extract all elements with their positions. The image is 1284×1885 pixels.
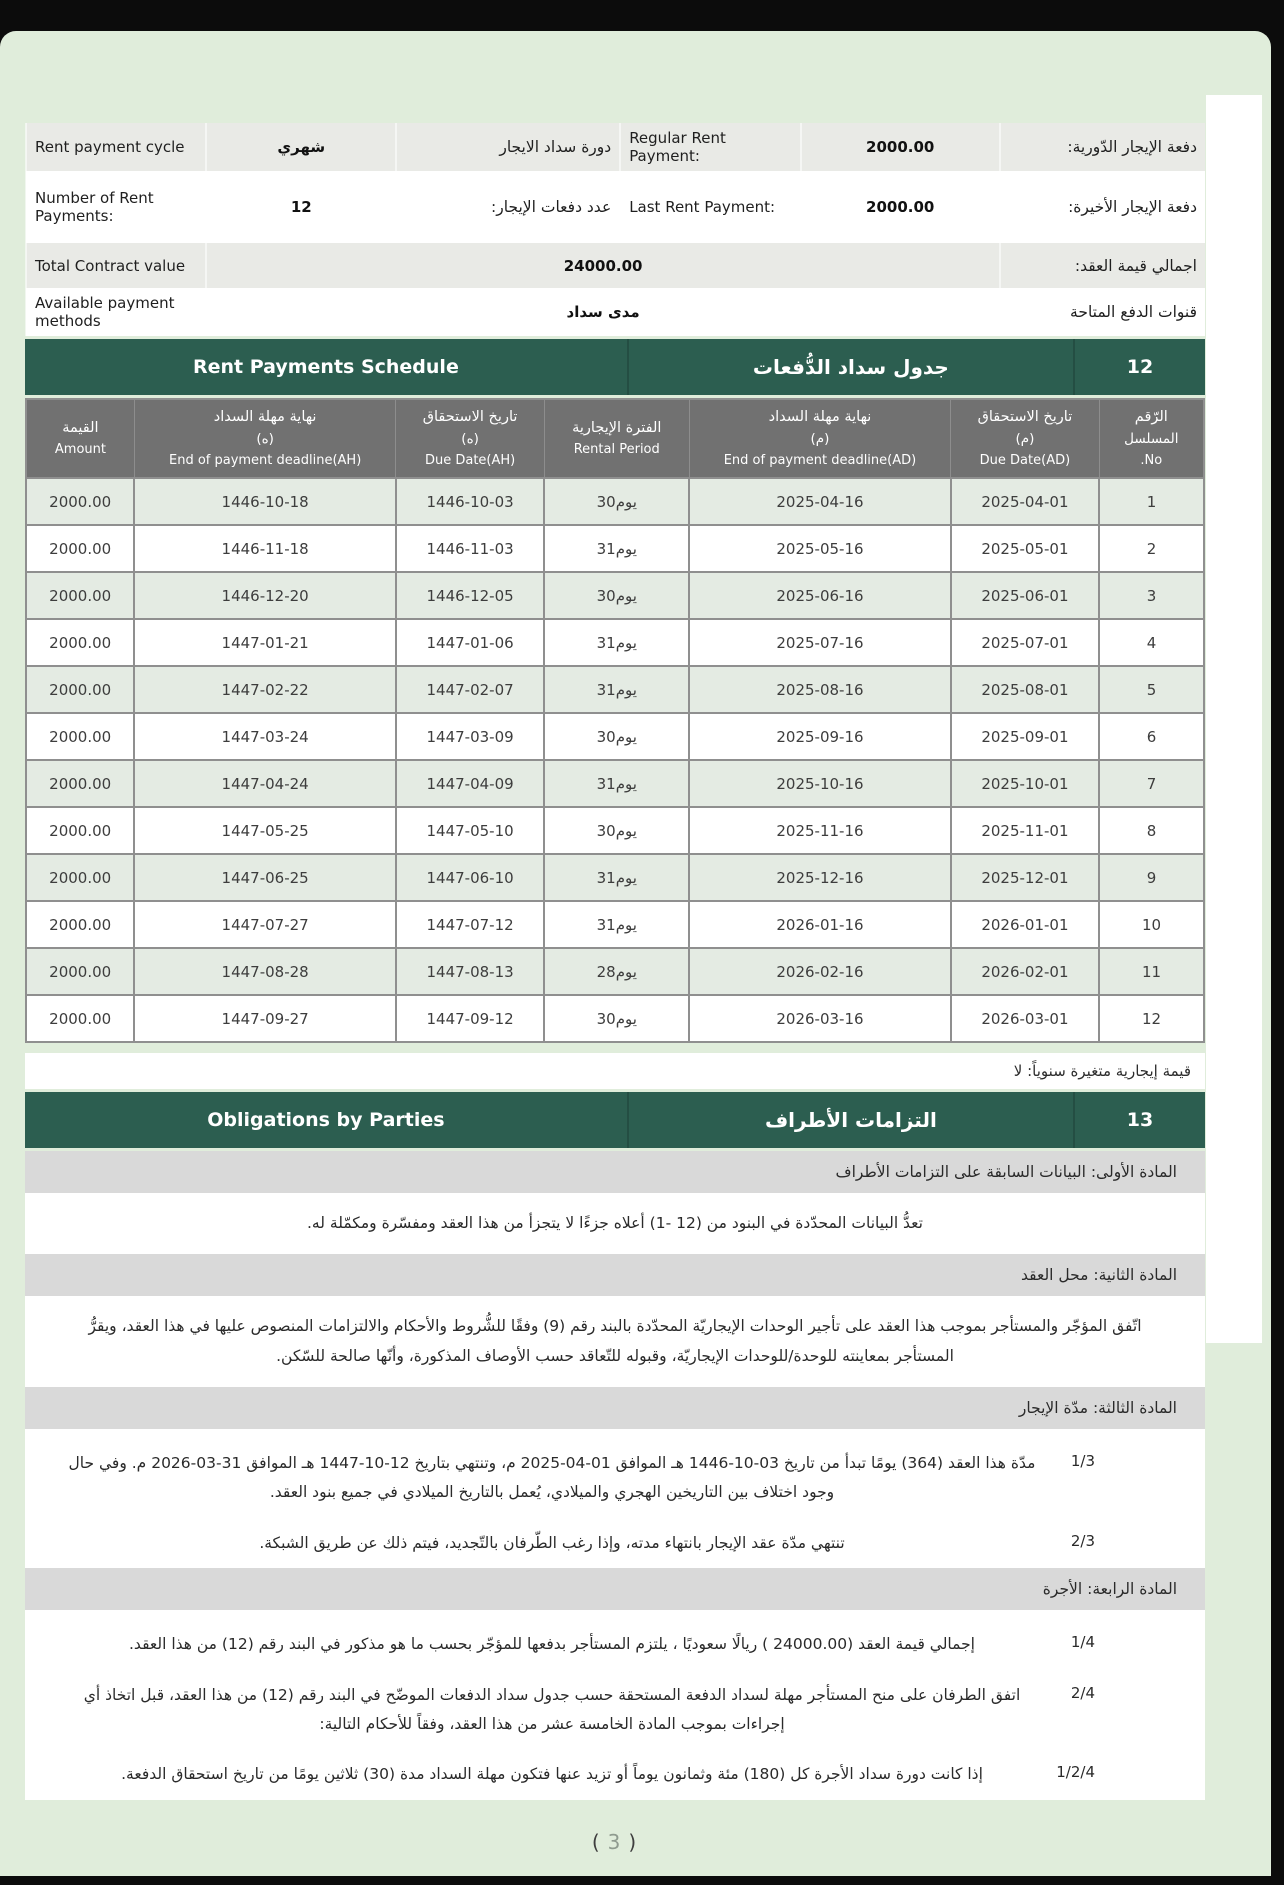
due-date-ad-cell: 2025-12-01 (951, 854, 1099, 901)
end-deadline-ah-cell: 1447-05-25 (134, 807, 396, 854)
clause-2-4-text: اتفق الطرفان على منح المستأجر مهلة لسداد الدفعة المستحقة حسب جدول سداد الدفعات الموضّح في البند رقم (12) من هذا العقد، قبل اتخاذ أي إجراءات بموجب المادة الخامسة عشر من هذا العقد، وفقاً للأحكام التالية: (83, 1686, 1021, 1733)
number-of-rent-payments-label-en: Number of Rent Payments: (26, 171, 206, 243)
total-contract-value-label-en: Total Contract value (26, 243, 206, 288)
serial-number-cell: 3 (1099, 572, 1204, 619)
rental-period-cell: 30يوم (544, 572, 689, 619)
last-rent-payment-label-en: Last Rent Payment: (620, 171, 800, 243)
page-number (25, 1830, 1205, 1854)
rental-period-cell: 31يوم (544, 619, 689, 666)
schedule-section-number: 12 (1073, 339, 1205, 395)
clause-1-4-number: 1/4 (1070, 1633, 1095, 1652)
serial-number-cell: 9 (1099, 854, 1204, 901)
schedule-body (26, 478, 1204, 1042)
schedule-row (26, 619, 1204, 666)
end-deadline-ad-cell: 2026-02-16 (689, 948, 951, 995)
clause-1-4-text: إجمالي قيمة العقد (24000.00 ) ريالًا سعوديًا ، يلتزم المستأجر بدفعها للمؤجّر بحسب ما هو مذكور في البند رقم (12) من هذا العقد. (129, 1635, 975, 1654)
clause-1-2-4 (25, 1749, 1205, 1800)
due-date-ah-cell: 1447-05-10 (396, 807, 544, 854)
schedule-row (26, 525, 1204, 572)
serial-number-cell: 10 (1099, 901, 1204, 948)
due-date-ah-cell: 1447-03-09 (396, 713, 544, 760)
end-deadline-ad-cell: 2025-04-16 (689, 478, 951, 525)
col-end-deadline-ad: نهاية مهلة السداد (م) End of payment deadline(AD) (689, 399, 951, 478)
col-amount: القيمة Amount (26, 399, 134, 478)
due-date-ad-cell: 2025-04-01 (951, 478, 1099, 525)
schedule-row (26, 666, 1204, 713)
due-date-ad-cell: 2025-10-01 (951, 760, 1099, 807)
due-date-ad-cell: 2025-08-01 (951, 666, 1099, 713)
due-date-ad-cell: 2025-05-01 (951, 525, 1099, 572)
rental-period-cell: 31يوم (544, 525, 689, 572)
due-date-ad-cell: 2026-01-01 (951, 901, 1099, 948)
available-payment-methods-label-ar: قنوات الدفع المتاحة (1000, 288, 1205, 336)
serial-number-cell: 12 (1099, 995, 1204, 1042)
schedule-row (26, 760, 1204, 807)
schedule-row (26, 478, 1204, 525)
serial-number-cell: 6 (1099, 713, 1204, 760)
col-serial-number: الرّقم المسلسل .No (1099, 399, 1204, 478)
amount-cell: 2000.00 (26, 760, 134, 807)
clause-2-4-number: 2/4 (1070, 1684, 1095, 1702)
regular-rent-payment-label-ar: دفعة الإيجار الدّورية: (1000, 123, 1205, 171)
regular-rent-payment-value: 2000.00 (801, 123, 1000, 171)
page-number-open-paren: ( (591, 1830, 602, 1855)
due-date-ad-cell: 2025-11-01 (951, 807, 1099, 854)
amount-cell: 2000.00 (26, 666, 134, 713)
end-deadline-ah-cell: 1446-11-18 (134, 525, 396, 572)
schedule-row (26, 807, 1204, 854)
clause-1-3-number: 1/3 (1070, 1452, 1095, 1471)
amount-cell: 2000.00 (26, 995, 134, 1042)
end-deadline-ah-cell: 1447-09-27 (134, 995, 396, 1042)
schedule-row (26, 901, 1204, 948)
rental-period-cell: 31يوم (544, 854, 689, 901)
col-due-date-ah: تاريخ الاستحقاق (ه) Due Date(AH) (396, 399, 544, 478)
due-date-ad-cell: 2026-03-01 (951, 995, 1099, 1042)
page-number-value: 3 (607, 1830, 623, 1855)
contract-content (25, 123, 1205, 1854)
last-rent-payment-value: 2000.00 (801, 171, 1000, 243)
amount-cell: 2000.00 (26, 619, 134, 666)
due-date-ah-cell: 1447-02-07 (396, 666, 544, 713)
payments-schedule-table (25, 398, 1205, 1043)
rental-period-cell: 30يوم (544, 807, 689, 854)
rental-period-cell: 30يوم (544, 713, 689, 760)
due-date-ad-cell: 2025-06-01 (951, 572, 1099, 619)
summary-row-payment-cycle (26, 123, 1205, 171)
schedule-header-row (26, 399, 1204, 478)
amount-cell: 2000.00 (26, 713, 134, 760)
end-deadline-ad-cell: 2026-03-16 (689, 995, 951, 1042)
last-rent-payment-label-ar: دفعة الإيجار الأخيرة: (1000, 171, 1205, 243)
rental-period-cell: 31يوم (544, 901, 689, 948)
clause-2-4 (25, 1670, 1205, 1749)
number-of-rent-payments-value: 12 (206, 171, 396, 243)
amount-cell: 2000.00 (26, 807, 134, 854)
obligations-section-number: 13 (1073, 1092, 1205, 1148)
number-of-rent-payments-label-ar: عدد دفعات الإيجار: (396, 171, 620, 243)
rent-payment-cycle-label-en: Rent payment cycle (26, 123, 206, 171)
article-2-heading: المادة الثانية: محل العقد (25, 1254, 1205, 1296)
serial-number-cell: 4 (1099, 619, 1204, 666)
scrollbar-track[interactable] (1206, 95, 1262, 1343)
rental-period-cell: 31يوم (544, 760, 689, 807)
serial-number-cell: 1 (1099, 478, 1204, 525)
schedule-title-ar: جدول سداد الدُّفعات (752, 355, 949, 379)
end-deadline-ad-cell: 2025-09-16 (689, 713, 951, 760)
due-date-ad-cell: 2025-07-01 (951, 619, 1099, 666)
rent-payment-cycle-label-ar: دورة سداد الايجار (396, 123, 620, 171)
clause-2-3-number: 2/3 (1070, 1531, 1095, 1550)
clause-1-3-text: مدّة هذا العقد (364) يومًا تبدأ من تاريخ 03-10-1446 هـ الموافق 01-04-2025 م، وتنتهي بتاريخ 12-10-1447 هـ الموافق 31-03-2026 م. وفي حال وجود اختلاف بين التاريخين الهجري والميلادي، يُعمل بالتاريخ الميلادي في جميع بنود العقد. (68, 1454, 1036, 1501)
serial-number-cell: 2 (1099, 525, 1204, 572)
amount-cell: 2000.00 (26, 572, 134, 619)
schedule-row (26, 854, 1204, 901)
schedule-row (26, 572, 1204, 619)
amount-cell: 2000.00 (26, 854, 134, 901)
end-deadline-ad-cell: 2025-07-16 (689, 619, 951, 666)
amount-cell: 2000.00 (26, 901, 134, 948)
col-end-deadline-ah: نهاية مهلة السداد (ه) End of payment deadline(AH) (134, 399, 396, 478)
col-rental-period: الفترة الإيجارية Rental Period (544, 399, 689, 478)
due-date-ah-cell: 1447-07-12 (396, 901, 544, 948)
clause-1-3 (25, 1429, 1205, 1517)
rental-period-cell: 30يوم (544, 478, 689, 525)
col-due-date-ad: تاريخ الاستحقاق (م) Due Date(AD) (951, 399, 1099, 478)
due-date-ah-cell: 1447-04-09 (396, 760, 544, 807)
end-deadline-ad-cell: 2025-11-16 (689, 807, 951, 854)
end-deadline-ah-cell: 1447-06-25 (134, 854, 396, 901)
clause-1-4 (25, 1610, 1205, 1670)
obligations-section-header (25, 1092, 1205, 1148)
due-date-ah-cell: 1447-08-13 (396, 948, 544, 995)
available-payment-methods-label-en: Available payment methods (26, 288, 206, 336)
article-4-heading: المادة الرابعة: الأجرة (25, 1568, 1205, 1610)
total-contract-value: 24000.00 (206, 243, 999, 288)
summary-row-payment-count (26, 171, 1205, 243)
amount-cell: 2000.00 (26, 525, 134, 572)
schedule-title-en: Rent Payments Schedule (25, 339, 629, 395)
end-deadline-ad-cell: 2025-12-16 (689, 854, 951, 901)
schedule-row (26, 995, 1204, 1042)
page-number-close-paren: ) (628, 1830, 639, 1855)
clause-2-3-text: تنتهي مدّة عقد الإيجار بانتهاء مدته، وإذا رغب الطّرفان بالتّجديد، فيتم ذلك عن طريق الشبكة. (259, 1533, 845, 1552)
due-date-ad-cell: 2025-09-01 (951, 713, 1099, 760)
article-1-heading: المادة الأولى: البيانات السابقة على التزامات الأطراف (25, 1151, 1205, 1193)
end-deadline-ah-cell: 1446-12-20 (134, 572, 396, 619)
obligations-title-en: Obligations by Parties (25, 1092, 629, 1148)
serial-number-cell: 8 (1099, 807, 1204, 854)
clause-1-2-4-number: 1/2/4 (1056, 1763, 1095, 1782)
summary-row-payment-methods (26, 288, 1205, 336)
article-1-text: تعدُّ البيانات المحدّدة في البنود من (‎1- 12‎) أعلاه جزءًا لا يتجزأ من هذا العقد ومفسّرة ومكمّلة له. (25, 1193, 1205, 1254)
end-deadline-ad-cell: 2026-01-16 (689, 901, 951, 948)
clause-1-2-4-text: إذا كانت دورة سداد الأجرة كل (180) مئة وثمانون يوماً أو تزيد عنها فتكون مهلة السداد مدة (30) ثلاثين يومًا من تاريخ استحقاق الدفعة. (121, 1765, 983, 1784)
rent-payment-cycle-value: شهري (206, 123, 396, 171)
rental-period-cell: 28يوم (544, 948, 689, 995)
summary-row-total-value (26, 243, 1205, 288)
due-date-ah-cell: 1447-09-12 (396, 995, 544, 1042)
article-2-text: اتّفق المؤجّر والمستأجر بموجب هذا العقد على تأجير الوحدات الإيجاريّة المحدّدة بالبند رقم (9) وفقًا للشُّروط والأحكام والالتزامات المنصوص عليها في هذا العقد، ويقرُّ المستأجر بمعاينته للوحدة/للوحدات الإيجاريّة، وقبوله للتّعاقد حسب الأوصاف المذكورة، وأنّها صالحة للسّكن. (25, 1296, 1205, 1387)
end-deadline-ah-cell: 1446-10-18 (134, 478, 396, 525)
amount-cell: 2000.00 (26, 948, 134, 995)
end-deadline-ah-cell: 1447-02-22 (134, 666, 396, 713)
end-deadline-ah-cell: 1447-08-28 (134, 948, 396, 995)
rental-period-cell: 30يوم (544, 995, 689, 1042)
end-deadline-ad-cell: 2025-08-16 (689, 666, 951, 713)
serial-number-cell: 5 (1099, 666, 1204, 713)
clause-2-3 (25, 1518, 1205, 1569)
serial-number-cell: 11 (1099, 948, 1204, 995)
end-deadline-ah-cell: 1447-03-24 (134, 713, 396, 760)
end-deadline-ad-cell: 2025-05-16 (689, 525, 951, 572)
rent-summary-table (25, 123, 1205, 336)
regular-rent-payment-label-en: Regular Rent Payment: (620, 123, 800, 171)
contract-page (0, 31, 1271, 1876)
due-date-ah-cell: 1446-10-03 (396, 478, 544, 525)
end-deadline-ad-cell: 2025-10-16 (689, 760, 951, 807)
schedule-row (26, 948, 1204, 995)
variable-rent-note: قيمة إيجارية متغيرة سنوياً: لا (25, 1053, 1205, 1089)
serial-number-cell: 7 (1099, 760, 1204, 807)
amount-cell: 2000.00 (26, 478, 134, 525)
article-3-heading: المادة الثالثة: مدّة الإيجار (25, 1387, 1205, 1429)
due-date-ad-cell: 2026-02-01 (951, 948, 1099, 995)
due-date-ah-cell: 1446-12-05 (396, 572, 544, 619)
schedule-section-header (25, 339, 1205, 395)
end-deadline-ah-cell: 1447-07-27 (134, 901, 396, 948)
obligations-title-ar: التزامات الأطراف (764, 1108, 937, 1132)
total-contract-value-label-ar: اجمالي قيمة العقد: (1000, 243, 1205, 288)
end-deadline-ad-cell: 2025-06-16 (689, 572, 951, 619)
end-deadline-ah-cell: 1447-01-21 (134, 619, 396, 666)
schedule-row (26, 713, 1204, 760)
due-date-ah-cell: 1447-01-06 (396, 619, 544, 666)
end-deadline-ah-cell: 1447-04-24 (134, 760, 396, 807)
available-payment-methods-value: مدى سداد (206, 288, 999, 336)
rental-period-cell: 31يوم (544, 666, 689, 713)
due-date-ah-cell: 1447-06-10 (396, 854, 544, 901)
due-date-ah-cell: 1446-11-03 (396, 525, 544, 572)
